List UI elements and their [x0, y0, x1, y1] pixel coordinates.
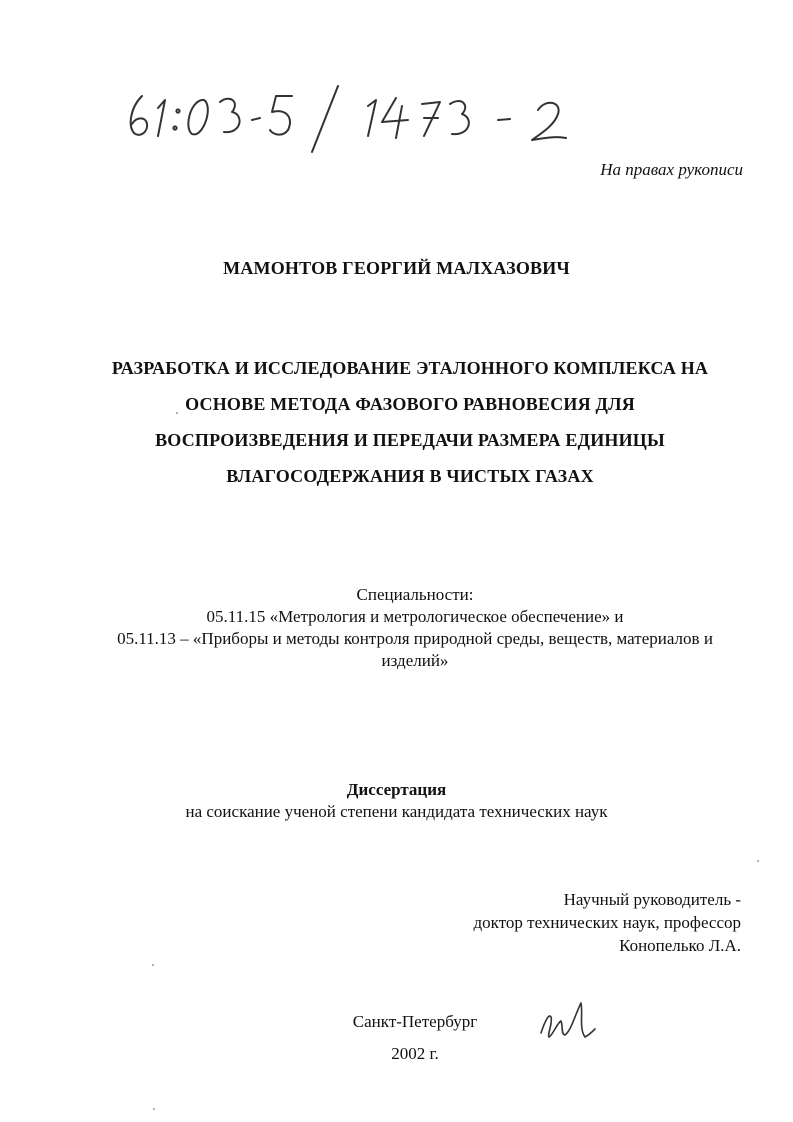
supervisor-block — [474, 888, 741, 957]
scan-speck — [757, 860, 759, 862]
title-line: ОСНОВЕ МЕТОДА ФАЗОВОГО РАВНОВЕСИЯ ДЛЯ — [185, 394, 635, 414]
supervisor-line: доктор технических наук, профессор — [473, 913, 741, 932]
title-line: РАЗРАБОТКА И ИССЛЕДОВАНИЕ ЭТАЛОННОГО КОМПЛЕКСА НА — [111, 358, 709, 378]
place-block — [0, 1006, 793, 1070]
specialty-heading: Специальности: — [356, 585, 474, 604]
year: 2002 г. — [391, 1044, 439, 1063]
specialty-line: изделий» — [381, 651, 449, 670]
scan-speck — [152, 964, 154, 966]
dissertation-block — [0, 779, 793, 823]
dissertation-label: Диссертация — [346, 780, 447, 799]
archive-code-handwriting — [120, 78, 620, 158]
handwritten-archive-code — [120, 78, 620, 158]
rights-note: На правах рукописи — [600, 160, 743, 179]
signature-mark — [535, 995, 605, 1045]
specialty-line: 05.11.15 «Метрология и метрологическое обеспечение» и — [206, 607, 624, 626]
supervisor-line: Конопелько Л.А. — [619, 936, 741, 955]
scan-speck — [153, 1108, 155, 1110]
dissertation-title — [80, 350, 740, 494]
author-name: МАМОНТОВ ГЕОРГИЙ МАЛХАЗОВИЧ — [223, 258, 570, 278]
handwritten-signature — [535, 995, 605, 1045]
dissertation-degree: на соискание ученой степени кандидата технических наук — [185, 802, 608, 821]
title-line: ВЛАГОСОДЕРЖАНИЯ В ЧИСТЫХ ГАЗАХ — [226, 466, 594, 486]
scan-speck — [176, 412, 178, 414]
title-line: ВОСПРОИЗВЕДЕНИЯ И ПЕРЕДАЧИ РАЗМЕРА ЕДИНИЦЫ — [155, 430, 665, 450]
city: Санкт-Петербург — [352, 1012, 478, 1031]
specialty-block — [70, 584, 760, 672]
specialty-line: 05.11.13 – «Приборы и методы контроля природной среды, веществ, материалов и — [117, 629, 713, 648]
supervisor-line: Научный руководитель - — [563, 890, 741, 909]
